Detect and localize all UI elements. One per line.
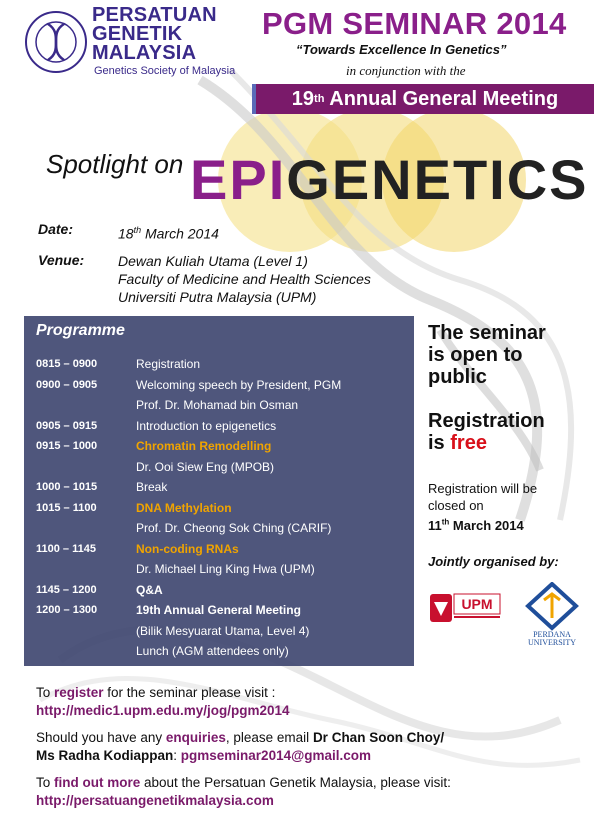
programme-row [36,621,412,641]
programme-row [36,518,412,538]
agm-banner: 19 th Annual General Meeting [252,84,594,114]
programme-time: 1015 – 1100 [36,501,97,514]
programme-row [36,375,412,395]
society-website-link[interactable]: http://persatuangenetikmalaysia.com [36,793,274,808]
programme-row [36,641,412,661]
programme-item: Q&A [136,582,163,597]
registration-free-notice: Registration is free [428,410,545,454]
programme-row [36,498,412,518]
perdana-university-logo [518,582,586,646]
programme-item: (Bilik Mesyuarat Utama, Level 4) [136,623,310,638]
upm-logo-text: UPM [461,596,493,612]
programme-row [36,580,412,600]
programme-item: Chromatin Remodelling [136,439,272,453]
programme-row [36,395,412,415]
enquiries-email-link[interactable]: pgmseminar2014@gmail.com [180,748,372,763]
date-label: Date: [38,221,74,237]
programme-row [36,354,412,374]
spotlight-title-epi: EPI [190,148,287,211]
programme-time: 1000 – 1015 [36,481,98,493]
programme-row [36,436,412,456]
org-subtitle: Genetics Society of Malaysia [94,65,236,77]
venue-label: Venue: [38,252,85,268]
spotlight-title [190,148,589,211]
programme-row [36,416,412,436]
spotlight-prefix: Spotlight on [46,149,184,179]
programme-row [36,600,412,620]
tagline: “Towards Excellence In Genetics” [296,42,507,57]
date-value: 18th March 2014 [118,225,219,242]
programme-row [36,559,412,579]
venue-value: Dewan Kuliah Utama (Level 1) Faculty of Medicine and Health Sciences Universiti Putra Malaysia (UPM) [118,253,371,305]
programme-title: Programme [36,322,125,339]
programme-item: Prof. Dr. Mohamad bin Osman [136,398,299,412]
programme-time: 1145 – 1200 [36,583,97,596]
seminar-title: PGM SEMINAR 2014 [262,6,567,41]
programme-item: DNA Methylation [136,500,232,515]
enquiries-contact: Ms Radha Kodiappan: pgmseminar2014@gmail.com [36,748,372,763]
programme-row [36,539,412,559]
pgm-logo [24,10,88,74]
perdana-line-2: UNIVERSITY [528,638,576,646]
programme-item: Prof. Dr. Cheong Sok Ching (CARIF) [136,521,332,535]
find-out-more-info: To find out more about the Persatuan Genetik Malaysia, please visit: [36,775,451,790]
spotlight-title-genetics: GENETICS [286,148,589,211]
programme-item: Non-coding RNAs [136,541,239,556]
programme-time: 1200 – 1300 [36,604,98,616]
org-name: PERSATUAN GENETIK MALAYSIA [92,4,217,64]
programme-item: Introduction to epigenetics [136,418,277,433]
perdana-line-1: PERDANA [533,630,571,639]
open-to-public-notice: The seminar is open to public [428,322,546,388]
programme-time: 0900 – 0905 [36,378,98,391]
register-link[interactable]: http://medic1.upm.edu.my/jog/pgm2014 [36,703,290,718]
programme-time: 0905 – 0915 [36,419,98,432]
programme-row [36,477,412,497]
programme-panel [24,316,414,666]
upm-logo [428,590,502,626]
programme-time: 0815 – 0900 [36,358,98,370]
programme-time: 0915 – 1000 [36,440,98,452]
programme-time: 1100 – 1145 [36,542,96,555]
programme-row [36,457,412,477]
programme-item: Registration [136,357,201,371]
registration-close-notice: Registration will be closed on 11th March 2014 [428,481,538,534]
programme-item: Dr. Michael Ling King Hwa (UPM) [136,562,315,576]
programme-item: Lunch (AGM attendees only) [136,644,289,658]
enquiries-info: Should you have any enquiries, please email Dr Chan Soon Choy/ [36,730,445,745]
programme-item: Welcoming speech by President, PGM [136,377,342,392]
conjunction-text: in conjunction with the [346,63,466,78]
programme-item: 19th Annual General Meeting [136,603,301,617]
jointly-organised-label: Jointly organised by: [428,554,559,569]
programme-item: Break [136,480,168,494]
programme-item: Dr. Ooi Siew Eng (MPOB) [136,459,275,474]
register-info: To register for the seminar please visit : [36,685,276,700]
